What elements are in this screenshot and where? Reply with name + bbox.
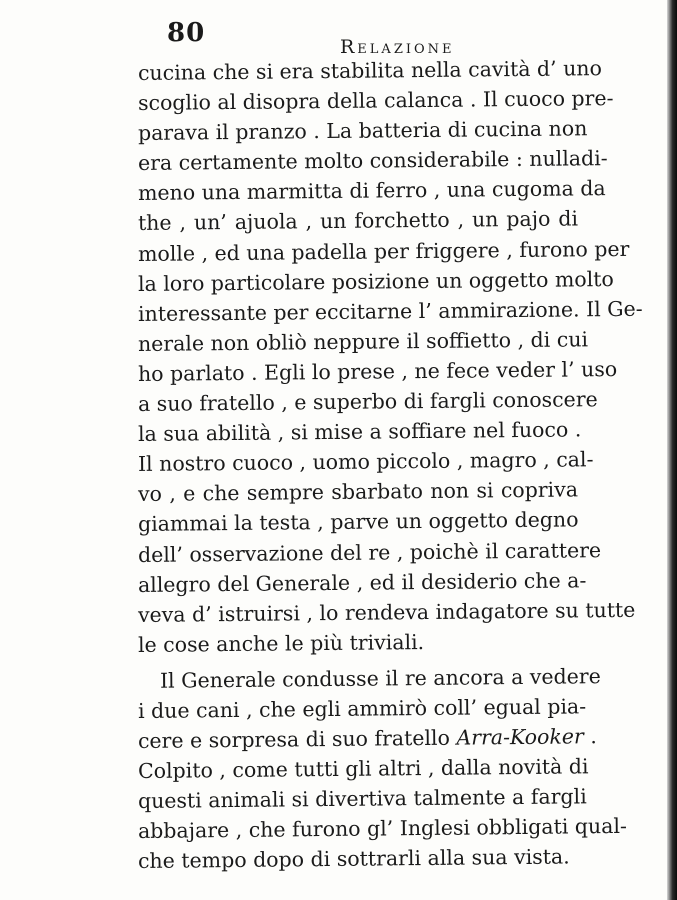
text-line: ho parlato . Egli lo prese , ne fece veder l’ uso: [137, 356, 618, 386]
text-line: i due cani , che egli ammirò coll’ egual pia-: [137, 694, 587, 723]
body-text: [137, 56, 643, 877]
text-line: veva d’ istruirsi , lo rendeva indagatore su tutte: [137, 597, 636, 627]
text-line: giammai la testa , parve un oggetto degno: [137, 507, 579, 537]
text-line: Il Generale condusse il re ancora a vedere: [159, 664, 601, 693]
text-line: parava il pranzo . La batteria di cucina non: [137, 116, 588, 146]
text-line: vo , e che sempre sbarbato non si copriva: [137, 477, 579, 507]
text-segment: cere e sorpresa di suo fratello: [137, 725, 451, 754]
page-edge-shadow: [667, 0, 677, 900]
italic-name: Arra-Kooker: [456, 724, 584, 750]
text-line: abbajare , che furono gl’ Inglesi obbligati qual-: [137, 814, 627, 844]
text-line: a suo fratello , e superbo di fargli conoscere: [137, 387, 598, 417]
text-line: dell’ osservazione del re , poichè il carattere: [137, 537, 602, 567]
text-line: nerale non obliò neppure il soffietto , di cui: [137, 327, 589, 356]
text-line: le cose anche le più triviali.: [137, 629, 425, 657]
text-line: scoglio al disopra della calanca . Il cuoco pre-: [137, 86, 614, 116]
text-line: meno una marmitta di ferro , una cugoma da: [137, 176, 606, 206]
text-line: cucina che si era stabilita nella cavità d’ uno: [137, 56, 603, 85]
text-line: the , un’ ajuola , un forchetto , un pajo di: [137, 206, 579, 236]
running-head: Relazione: [340, 36, 455, 58]
text-line: allegro del Generale , ed il desiderio che a-: [137, 567, 587, 597]
text-line: molle , ed una padella per friggere , furono per: [137, 236, 630, 266]
text-line: questi animali si divertiva talmente a fargli: [137, 784, 587, 814]
text-line: Il nostro cuoco , uomo piccolo , magro , cal-: [137, 447, 594, 477]
page-number: 80: [167, 18, 206, 48]
text-line: Colpito , come tutti gli altri , dalla novità di: [137, 754, 589, 784]
text-line: era certamente molto considerabile : nulladi-: [137, 146, 608, 176]
text-line: la loro particolare posizione un oggetto molto: [137, 266, 614, 296]
text-line: che tempo dopo di sottrarli alla sua vista.: [137, 844, 570, 874]
text-line-with-name: [137, 721, 597, 756]
text-line: la sua abilità , si mise a soffiare nel fuoco .: [137, 417, 582, 447]
text-segment: .: [583, 724, 597, 749]
text-line: interessante per eccitarne l’ ammirazione. Il Ge-: [137, 296, 643, 326]
